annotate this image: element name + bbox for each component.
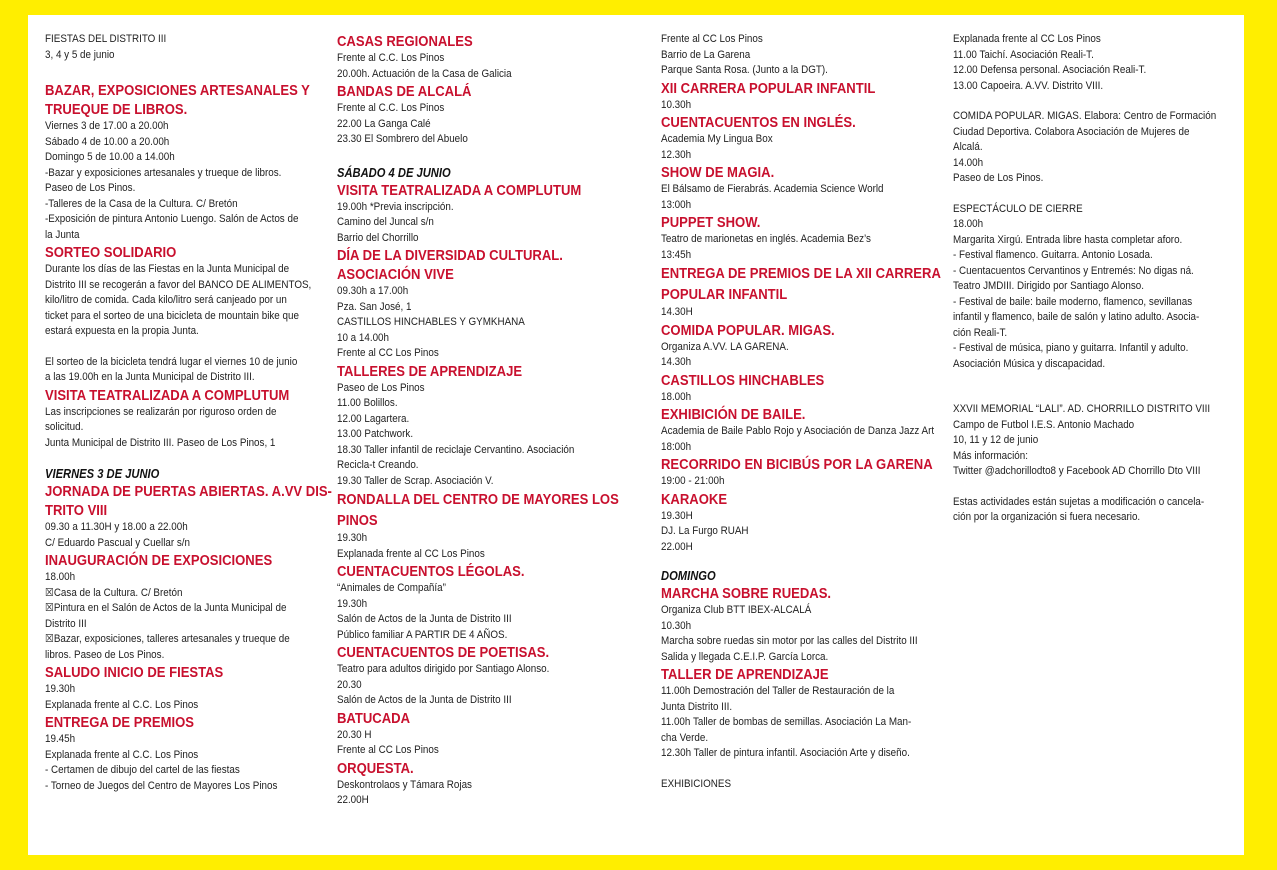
cierre-line: 18.00h — [953, 218, 984, 230]
magia-heading: SHOW DE MAGIA. — [661, 164, 775, 181]
baile-heading: EXHIBICIÓN DE BAILE. — [661, 406, 806, 423]
bazar-line: Sábado 4 de 10.00 a 20.00h — [45, 135, 170, 148]
rondalla-line: 19.30h — [337, 532, 368, 544]
jornada-line: C/ Eduardo Pascual y Cuellar s/n — [45, 536, 191, 549]
bicibus-heading: RECORRIDO EN BICIBÚS POR LA GARENA — [661, 456, 933, 473]
baile-line: Academia de Baile Pablo Rojo y Asociación de Danza Jazz Art — [661, 425, 935, 437]
entrega-line: - Certamen de dibujo del cartel de las fiestas — [45, 764, 240, 776]
cuentacuentos-legolas-line: “Animales de Compañía” — [337, 582, 446, 594]
talleres-line: 12.00 Lagartera. — [337, 412, 410, 425]
visita-line: Junta Municipal de Distrito III. Paseo de Los Pinos, 1 — [45, 436, 276, 449]
bandas-heading: BANDAS DE ALCALÁ — [337, 83, 472, 100]
karaoke-line: 19.30H — [661, 509, 693, 522]
memorial-social-links: Twitter @adchorillodto8 y Facebook AD Chorrillo Dto VIII — [953, 465, 1201, 477]
premios-heading: POPULAR INFANTIL — [661, 286, 788, 303]
magia-line: 13:00h — [661, 198, 692, 211]
casas-heading: CASAS REGIONALES — [337, 33, 473, 50]
cierre-line: infantil y flamenco, baile de salón y latino adulto. Asocia- — [953, 311, 1200, 323]
batucada-heading: BATUCADA — [337, 709, 411, 727]
poetisas-line: Teatro para adultos dirigido por Santiago Alonso. — [337, 663, 550, 675]
disclaimer-line: Estas actividades están sujetas a modificación o cancela- — [953, 495, 1205, 508]
memorial-line: 10, 11 y 12 de junio — [953, 434, 1039, 446]
visita-heading: VISITA TEATRALIZADA A COMPLUTUM — [337, 181, 582, 199]
talleres-line: Paseo de Los Pinos — [337, 381, 425, 394]
comida-line: Organiza A.VV. LA GARENA. — [661, 340, 789, 353]
sorteo-heading: SORTEO SOLIDARIO — [45, 244, 177, 261]
talleres-line: 19.30 Taller de Scrap. Asociación V. — [337, 474, 494, 487]
column-4 — [953, 32, 1235, 526]
rondalla-line: Explanada frente al CC Los Pinos — [337, 547, 485, 560]
taller-line: 11.00h Demostración del Taller de Restauración de la — [661, 685, 895, 697]
marcha-line: 10.30h — [661, 619, 692, 632]
cierre-line: - Festival de música, piano y guitarra. Infantil y adulto. — [953, 342, 1189, 354]
talleres-line: Recicla-t Creando. — [337, 459, 419, 471]
orquesta-line: 22.00H — [337, 794, 369, 806]
cierre-line: Asociación Música y discapacidad. — [953, 357, 1106, 370]
marcha-heading: MARCHA SOBRE RUEDAS. — [661, 585, 832, 602]
ingles-line: Academia My Lingua Box — [661, 133, 773, 145]
exhibiciones-line: 11.00 Taichí. Asociación Reali-T. — [953, 48, 1094, 61]
comida-migas-line: COMIDA POPULAR. MIGAS. Elabora: Centro de Formación — [953, 110, 1217, 122]
rondalla-heading: PINOS — [337, 512, 378, 529]
talleres-heading: TALLERES DE APRENDIZAJE — [337, 362, 523, 380]
cuentacuentos-legolas-line: Salón de Actos de la Junta de Distrito III — [337, 613, 512, 625]
cierre-line: ESPECTÁCULO DE CIERRE — [953, 202, 1083, 215]
talleres-line: 11.00 Bolillos. — [337, 397, 398, 409]
column-1 — [45, 32, 332, 794]
cierre-line: - Festival flamenco. Guitarra. Antonio Losada. — [953, 249, 1153, 261]
inauguracion-heading: INAUGURACIÓN DE EXPOSICIONES — [45, 552, 273, 569]
bazar-line: -Exposición de pintura Antonio Luengo. Salón de Actos de — [45, 213, 299, 225]
cierre-line: - Cuentacuentos Cervantinos y Entremés: No digas ná. — [953, 264, 1194, 277]
cuentacuentos-legolas-heading: CUENTACUENTOS LÉGOLAS. — [337, 563, 525, 580]
poetisas-line: 20.30 — [337, 678, 362, 691]
marcha-line: Organiza Club BTT IBEX-ALCALÁ — [661, 604, 812, 616]
exhibiciones-line: Explanada frente al CC Los Pinos — [953, 33, 1101, 45]
day-heading-sabado: SÁBADO 4 DE JUNIO — [337, 164, 451, 180]
cierre-line: Teatro JMDIII. Dirigido por Santiago Alonso. — [953, 280, 1144, 292]
bazar-line: Domingo 5 de 10.00 a 14.00h — [45, 151, 175, 163]
bazar-line: Paseo de Los Pinos. — [45, 182, 136, 194]
baile-line: 18:00h — [661, 440, 692, 453]
taller-line: cha Verde. — [661, 731, 709, 744]
exhibiciones-line: 13.00 Capoeira. A.VV. Distrito VIII. — [953, 79, 1104, 92]
bazar-line: Viernes 3 de 17.00 a 20.00h — [45, 120, 169, 132]
entrega-heading: ENTREGA DE PREMIOS — [45, 714, 195, 731]
puppet-line: 13:45h — [661, 248, 692, 261]
entrega-line: - Torneo de Juegos del Centro de Mayores Los Pinos — [45, 779, 278, 792]
castillos-heading: CASTILLOS HINCHABLES — [661, 371, 825, 389]
diversidad-line: Pza. San José, 1 — [337, 300, 412, 313]
diversidad-line: Frente al CC Los Pinos — [337, 347, 439, 359]
bandas-line: 23.30 El Sombrero del Abuelo — [337, 133, 468, 145]
cierre-line: - Festival de baile: baile moderno, flamenco, sevillanas — [953, 295, 1193, 308]
bazar-line: -Talleres de la Casa de la Cultura. C/ Bretón — [45, 197, 238, 210]
rondalla-heading: RONDALLA DEL CENTRO DE MAYORES LOS — [337, 491, 619, 508]
cierre-line: ción Reali-T. — [953, 326, 1008, 339]
visita-line: Barrio del Chorrillo — [337, 231, 419, 244]
diversidad-line: 09.30h a 17.00h — [337, 285, 409, 297]
karaoke-line: DJ. La Furgo RUAH — [661, 525, 749, 537]
day-heading-viernes: VIERNES 3 DE JUNIO — [45, 466, 160, 481]
marcha-line: Salida y llegada C.E.I.P. García Lorca. — [661, 650, 829, 663]
saludo-heading: SALUDO INICIO DE FIESTAS — [45, 664, 224, 681]
bazar-heading: TRUEQUE DE LIBROS. — [45, 101, 188, 118]
comida-migas-line: Paseo de Los Pinos. — [953, 172, 1044, 184]
inauguracion-line: ☒Pintura en el Salón de Actos de la Junta Municipal de — [45, 602, 287, 614]
orquesta-heading: ORQUESTA. — [337, 759, 414, 777]
saludo-line: Explanada frente al C.C. Los Pinos — [45, 698, 199, 711]
sorteo-line: Durante los días de las Fiestas en la Junta Municipal de — [45, 263, 290, 275]
garena-line: Barrio de La Garena — [661, 48, 751, 61]
diversidad-heading: ASOCIACIÓN VIVE — [337, 266, 454, 283]
sorteo-note: El sorteo de la bicicleta tendrá lugar el viernes 10 de junio — [45, 355, 298, 368]
sorteo-line: kilo/litro de comida. Cada kilo/litro será canjeado por un — [45, 294, 287, 306]
memorial-line: Más información: — [953, 449, 1028, 462]
visita-line: Camino del Juncal s/n — [337, 216, 434, 228]
carrera-heading: XII CARRERA POPULAR INFANTIL — [661, 79, 876, 97]
casas-line: 20.00h. Actuación de la Casa de Galicia — [337, 67, 512, 80]
bazar-line: -Bazar y exposiciones artesanales y trueque de libros. — [45, 166, 282, 179]
inauguracion-line: 18.00h — [45, 571, 76, 583]
marcha-line: Marcha sobre ruedas sin motor por las calles del Distrito III — [661, 635, 918, 647]
sorteo-line: estará expuesta en la propia Junta. — [45, 325, 199, 337]
cuentacuentos-legolas-line: Público familiar A PARTIR DE 4 AÑOS. — [337, 628, 508, 641]
karaoke-line: 22.00H — [661, 540, 693, 553]
visita-heading: VISITA TEATRALIZADA A COMPLUTUM — [45, 386, 290, 404]
saludo-line: 19.30h — [45, 683, 76, 695]
entrega-line: Explanada frente al C.C. Los Pinos — [45, 748, 199, 761]
sorteo-line: Distrito III se recogerán a favor del BANCO DE ALIMENTOS, — [45, 278, 312, 291]
premios-heading: ENTREGA DE PREMIOS DE LA XII CARRERA — [661, 265, 941, 282]
talleres-line: 18.30 Taller infantil de reciclaje Cervantino. Asociación — [337, 443, 575, 456]
bandas-line: Frente al C.C. Los Pinos — [337, 102, 445, 114]
comida-migas-line: Alcalá. — [953, 141, 983, 153]
bazar-heading: BAZAR, EXPOSICIONES ARTESANALES Y — [45, 82, 310, 99]
exhibiciones-label: EXHIBICIONES — [661, 777, 732, 790]
puppet-line: Teatro de marionetas en inglés. Academia Bez’s — [661, 233, 871, 245]
visita-line: solicitud. — [45, 421, 84, 433]
garena-line: Parque Santa Rosa. (Junto a la DGT). — [661, 64, 828, 76]
jornada-heading: TRITO VIII — [45, 502, 108, 519]
intro-dates: 3, 4 y 5 de junio — [45, 48, 115, 61]
diversidad-line: 10 a 14.00h — [337, 331, 390, 344]
poetisas-heading: CUENTACUENTOS DE POETISAS. — [337, 644, 550, 661]
premios-line: 14.30H — [661, 306, 693, 318]
jornada-line: 09.30 a 11.30H y 18.00 a 22.00h — [45, 521, 188, 533]
cierre-line: Margarita Xirgú. Entrada libre hasta completar aforo. — [953, 233, 1183, 246]
entrega-line: 19.45h — [45, 733, 76, 745]
comida-migas-line: Ciudad Deportiva. Colabora Asociación de Mujeres de — [953, 125, 1190, 138]
batucada-line: 20.30 H — [337, 728, 372, 741]
taller-line: Junta Distrito III. — [661, 700, 733, 713]
taller-line: 12.30h Taller de pintura infantil. Asociación Arte y diseño. — [661, 747, 910, 759]
day-heading-domingo: DOMINGO — [661, 568, 716, 583]
inauguracion-line: Distrito III — [45, 617, 87, 630]
exhibiciones-line: 12.00 Defensa personal. Asociación Reali-T. — [953, 64, 1147, 76]
taller-line: 11.00h Taller de bombas de semillas. Asociación La Man- — [661, 716, 912, 728]
visita-line: Las inscripciones se realizarán por riguroso orden de — [45, 405, 277, 418]
bazar-line: la Junta — [45, 228, 80, 241]
jornada-heading: JORNADA DE PUERTAS ABIERTAS. A.VV DIS- — [45, 483, 332, 500]
ingles-line: 12.30h — [661, 148, 692, 161]
disclaimer-line: ción por la organización si fuera necesario. — [953, 511, 1141, 523]
casas-line: Frente al C.C. Los Pinos — [337, 52, 445, 64]
inauguracion-line: ☒Bazar, exposiciones, talleres artesanales y trueque de — [45, 633, 290, 645]
garena-line: Frente al CC Los Pinos — [661, 33, 763, 45]
inauguracion-line: libros. Paseo de Los Pinos. — [45, 648, 165, 661]
puppet-heading: PUPPET SHOW. — [661, 214, 761, 231]
visita-line: 19.00h *Previa inscripción. — [337, 200, 454, 213]
ingles-heading: CUENTACUENTOS EN INGLÉS. — [661, 114, 856, 131]
batucada-line: Frente al CC Los Pinos — [337, 744, 439, 756]
magia-line: El Bálsamo de Fierabrás. Academia Science World — [661, 183, 884, 195]
diversidad-line: CASTILLOS HINCHABLES Y GYMKHANA — [337, 316, 525, 328]
carrera-line: 10.30h — [661, 98, 692, 111]
column-3 — [661, 32, 949, 792]
castillos-line: 18.00h — [661, 390, 692, 403]
inauguracion-line: ☒Casa de la Cultura. C/ Bretón — [45, 586, 183, 599]
karaoke-heading: KARAOKE — [661, 490, 728, 508]
diversidad-heading: DÍA DE LA DIVERSIDAD CULTURAL. — [337, 247, 563, 264]
comida-migas-line: 14.00h — [953, 156, 984, 169]
column-2 — [337, 32, 637, 809]
bicibus-line: 19:00 - 21:00h — [661, 475, 725, 487]
poetisas-line: Salón de Actos de la Junta de Distrito III — [337, 694, 512, 706]
talleres-line: 13.00 Patchwork. — [337, 428, 414, 440]
sorteo-line: ticket para el sorteo de una bicicleta de mountain bike que — [45, 309, 299, 322]
sorteo-note: a las 19.00h en la Junta Municipal de Distrito III. — [45, 371, 255, 383]
memorial-line: XXVII MEMORIAL “LALI”. AD. CHORRILLO DISTRITO VIII — [953, 403, 1211, 415]
intro-title: FIESTAS DEL DISTRITO III — [45, 33, 167, 45]
bandas-line: 22.00 La Ganga Calé — [337, 117, 431, 130]
orquesta-line: Deskontrolaos y Támara Rojas — [337, 778, 472, 791]
comida-line: 14.30h — [661, 356, 692, 368]
memorial-line: Campo de Futbol I.E.S. Antonio Machado — [953, 418, 1135, 431]
program-sheet — [28, 15, 1244, 855]
taller-heading: TALLER DE APRENDIZAJE — [661, 666, 829, 683]
cuentacuentos-legolas-line: 19.30h — [337, 597, 368, 610]
comida-heading: COMIDA POPULAR. MIGAS. — [661, 321, 835, 339]
